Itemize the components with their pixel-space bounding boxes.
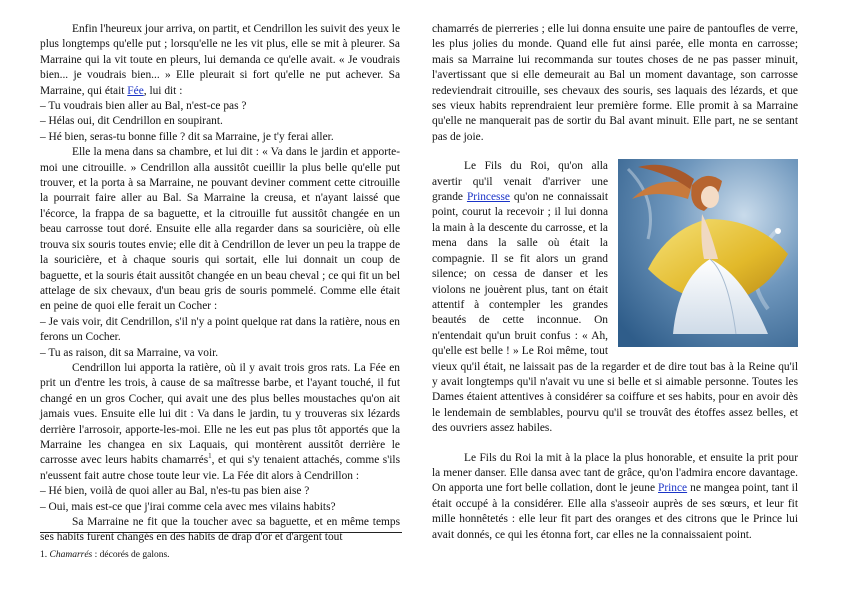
- cinderella-illustration-icon: [618, 159, 798, 347]
- paragraph: chamarrés de pierreries ; elle lui donna ensuite une paire de pantoufles de verre, les plus jolies du monde. Quand elle fut ainsi parée, elle monta en carrosse; mais sa Marraine lui recommanda sur toutes choses de ne pas passer minuit, l'avertissant que si elle demeurait au Bal un moment davantage, son carrosse redeviendrait citrouille, ses chevaux des souris, ses laquais des lézards, et que ses vieux habits reprendraient leur première forme. Elle promit à sa Marraine qu'elle ne manquerait pas de sortir du Bal avant minuit. Elle part, ne se sentant pas de joie.: [432, 23, 798, 143]
- footnote-number: 1.: [40, 550, 48, 560]
- text-span: Enfin l'heureux jour arriva, on partit, et Cendrillon les suivit des yeux le plus longtemps qu'elle put ; lorsqu'elle ne les vit plus, elle se mit à pleurer. Sa Marraine qui la vit toute en pleurs, lui demanda ce qu'elle avait. « Je voudrais bien... je voudrais bien... » Elle pleurait si fort qu'elle ne put achever. Sa Marraine, qui était: [40, 23, 400, 97]
- dialogue-line: – Tu voudrais bien aller au Bal, n'est-ce pas ?: [40, 100, 247, 113]
- text-span: Cendrillon lui apporta la ratière, où il y avait trois gros rats. La Fée en prit un d'entre les trois, à cause de sa maîtresse barbe, et l'ayant touché, il fut changé en un gros Cocher, qui avait une des plus belles moustaches qu'on ait jamais vues. Ensuite elle lui dit : Va dans le jardin, tu y trouveras six lézards derrière l'arrosoir, apporte-les-moi. Elle ne les eut pas plus tôt apportés que la Marraine les changea en six Laquais, qui montèrent aussitôt derrière le carrosse avec leurs habits chamarrés: [40, 361, 400, 467]
- dialogue-line: – Oui, mais est-ce que j'irai comme cela avec mes vilains habits?: [40, 500, 336, 513]
- footnote-text: : décorés de galons.: [92, 550, 170, 560]
- text-span: Le Fils du Roi, qu'on alla avertir qu'il venait d'arriver une grande: [432, 160, 608, 204]
- paragraph: [432, 451, 798, 543]
- text-span: , et qui s'y tenaient attachés, comme s'ils n'eussent fait autre chose toute leur vie. La Fée dit alors à Cendrillon :: [40, 454, 401, 482]
- paragraph: Sa Marraine ne fit que la toucher avec sa baguette, et en même temps ses habits furent changés en des habits de drap d'or et d'argent tout: [40, 516, 400, 544]
- dialogue-line: – Tu as raison, dit sa Marraine, va voir.: [40, 346, 219, 359]
- paragraph-gap: [432, 437, 798, 451]
- link-prince[interactable]: Prince: [658, 482, 688, 495]
- paragraph: [40, 22, 400, 99]
- footnote-term: Chamarrés: [49, 550, 93, 560]
- text-span: Le Fils du Roi la mit à la place la plus honorable, et ensuite la prit pour la mener danser. Elle dansa avec tant de grâce, qu'on l'admira encore davantage. On apporta une fort belle collation, dont le jeune: [432, 451, 798, 495]
- footnote-reference[interactable]: 1: [208, 452, 212, 461]
- text-span: qu'on ne connaissait point, courut la recevoir ; il lui donna la main à la descente du carrosse, et la mena dans la salle où était la compagnie. Il se fit alors un grand silence; on cessa de danser et les violons ne jouèrent plus, tant on était attentif à contempler les grandes beautés de cette inconnue. On n'entendait qu'un bruit confus : « Ah, qu'elle est belle ! » Le Roi même, tout vieux qu'il était, ne laissait pas de la regarder et de dire tout bas à la Reine qu'il y avait longtemps qu'il n'avait vu une si belle et si aimable personne. Toutes les Dames étaient attentives à considérer sa coiffure et ses habits, pour en avoir dès le lendemain de semblables, pourvu qu'il se trouvât des étoffes assez belles, et des ouvriers assez habiles.: [432, 191, 798, 435]
- left-column: [40, 22, 400, 546]
- footnote-divider: [40, 532, 402, 533]
- paragraph: [40, 361, 400, 484]
- dialogue-line: – Hé bien, voilà de quoi aller au Bal, n'es-tu pas bien aise ?: [40, 485, 310, 498]
- paragraph-gap: [432, 145, 798, 159]
- text-span: , lui dit :: [143, 84, 183, 97]
- dialogue-line: – Hé bien, seras-tu bonne fille ? dit sa Marraine, je t'y ferai aller.: [40, 130, 334, 143]
- text-span: ne mangea point, tant il était occupé à la considérer. Elle alla s'asseoir auprès de ses sœurs, et leur fit mille honnêtetés : elle leur fit part des oranges et des citrons que le Prince lui avait donnés, ce qui les étonna fort, car elles ne la connaissaient point.: [432, 482, 798, 541]
- footnote: [40, 550, 170, 560]
- dialogue-line: – Hélas oui, dit Cendrillon en soupirant.: [40, 115, 223, 128]
- paragraph: Elle la mena dans sa chambre, et lui dit : « Va dans le jardin et apporte-moi une citrouille. » Cendrillon alla aussitôt cueillir la plus belle qu'elle put trouver, et la porta à sa Marraine, ne pouvant deviner comment cette citrouille la pourrait faire aller au Bal. Sa Marraine la creusa, et n'ayant laissé que l'écorce, la frappa de sa baguette, et la citrouille fut aussitôt changée en un beau carrosse tout doré. Ensuite elle alla regarder dans sa souricière, où elle trouva six souris toutes envie; elle dit à Cendrillon de lever un peu la trappe de la souricière, et à chaque souris qui sortait, elle lui donnait un coup de baguette, et la souris était aussitôt changée en un beau cheval ; ce qui fit un bel attelage de six chevaux, d'un beau gris de souris pommelé. Comme elle était en peine de quoi elle ferait un Cocher :: [40, 146, 400, 313]
- right-column: [432, 22, 798, 543]
- dialogue-line: – Je vais voir, dit Cendrillon, s'il n'y a point quelque rat dans la ratière, nous en ferons un Cocher.: [40, 315, 400, 344]
- link-princesse[interactable]: Princesse: [466, 191, 510, 204]
- link-fee[interactable]: Fée: [127, 84, 144, 97]
